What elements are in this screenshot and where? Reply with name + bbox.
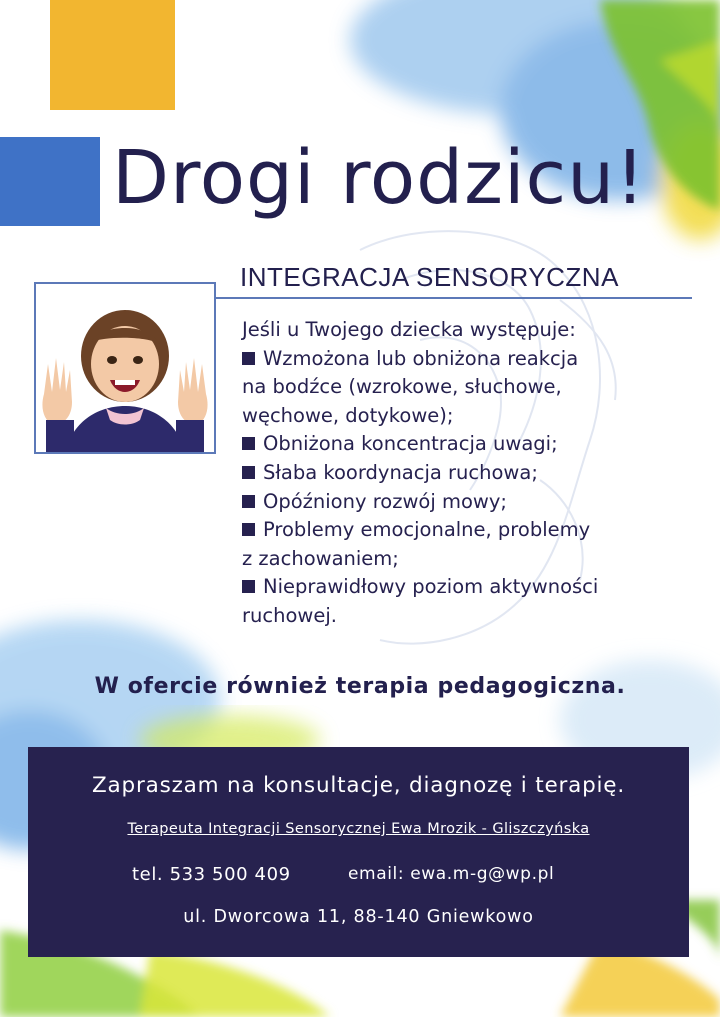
symptom-list xyxy=(242,345,682,631)
contact-box xyxy=(28,747,689,957)
offer-text: W ofercie również terapia pedagogiczna. xyxy=(94,674,626,699)
intro-text: Jeśli u Twojego dziecka występuje: xyxy=(242,318,576,341)
bullet-square-icon xyxy=(242,437,255,450)
blue-decor-square xyxy=(0,137,100,226)
therapist-name: Terapeuta Integracji Sensorycznej Ewa Mrozik - Gliszczyńska xyxy=(127,821,590,837)
bullet-square-icon xyxy=(242,580,255,593)
smiling-child-photo xyxy=(36,284,214,452)
symptom-item: Problemy emocjonalne, problemy z zachowaniem; xyxy=(242,518,591,570)
symptom-item: Obniżona koncentracja uwagi; xyxy=(242,430,682,459)
bullet-square-icon xyxy=(242,523,255,536)
symptom-item: Słaba koordynacja ruchowa; xyxy=(242,459,682,488)
bullet-square-icon xyxy=(242,352,255,365)
symptoms-text xyxy=(242,316,682,631)
bullet-square-icon xyxy=(242,495,255,508)
symptom-item: Opóźniony rozwój mowy; xyxy=(242,488,682,517)
symptom-item: Nieprawidłowy poziom aktywności ruchowej. xyxy=(242,575,599,627)
phone-number: tel. 533 500 409 xyxy=(132,864,291,885)
street-address: ul. Dworcowa 11, 88-140 Gniewkowo xyxy=(183,907,534,927)
heading-underline xyxy=(216,297,692,299)
page-title: Drogi rodzicu! xyxy=(112,135,646,221)
section-heading: INTEGRACJA SENSORYCZNA xyxy=(240,262,619,292)
bullet-square-icon xyxy=(242,466,255,479)
email-address: email: ewa.m-g@wp.pl xyxy=(348,864,555,884)
yellow-decor-square xyxy=(50,0,175,110)
invite-text: Zapraszam na konsultacje, diagnozę i terapię. xyxy=(92,773,625,798)
symptom-item: Wzmożona lub obniżona reakcja na bodźce (wzrokowe, słuchowe, węchowe, dotykowe); xyxy=(242,346,579,427)
child-photo xyxy=(34,282,216,454)
